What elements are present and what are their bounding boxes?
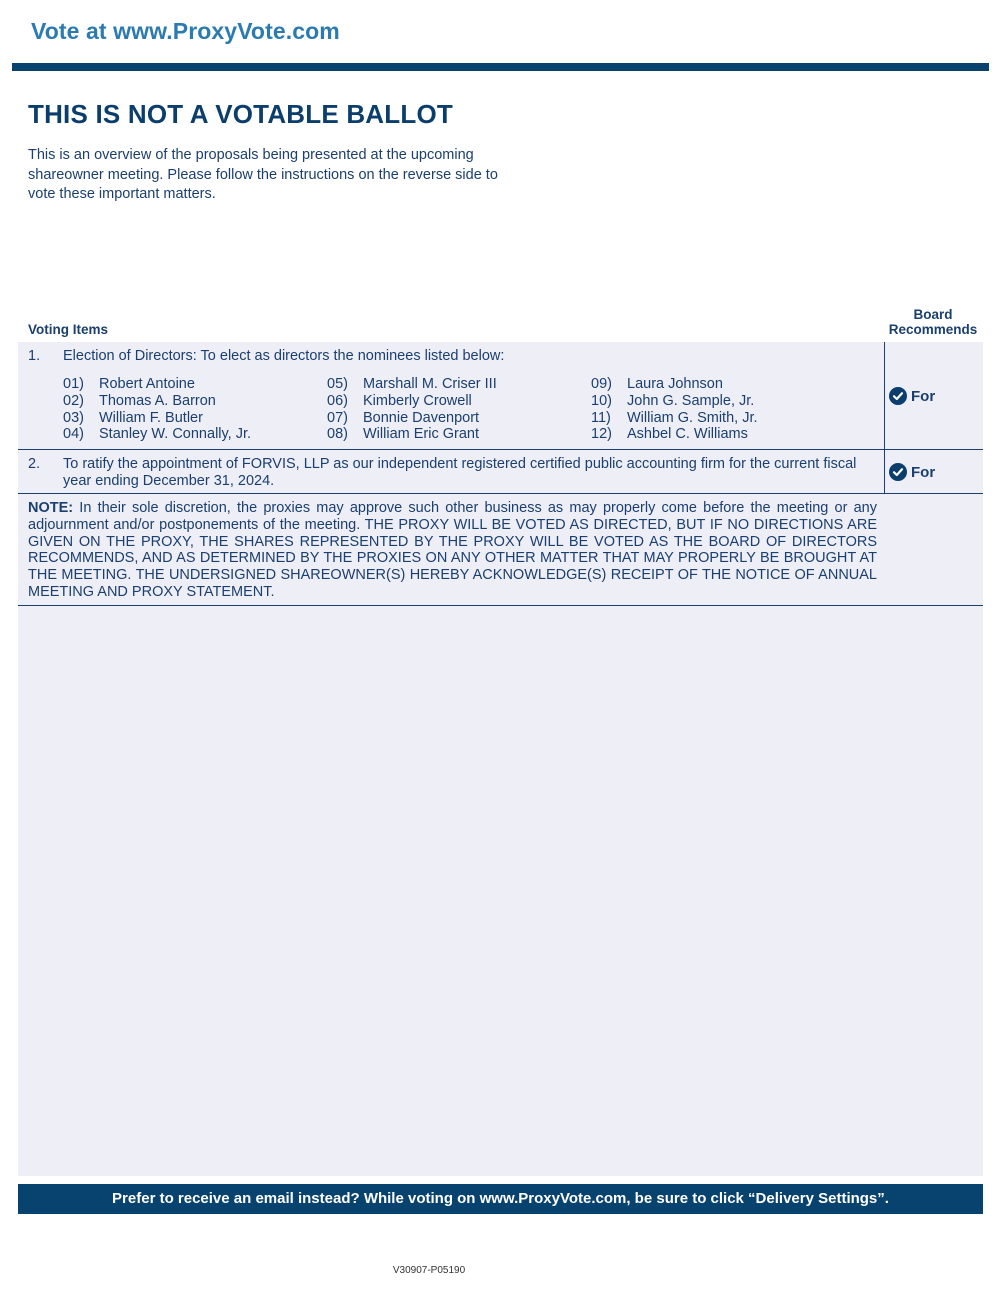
nominee-item (591, 393, 754, 409)
nominee-name: William F. Butler (99, 410, 203, 426)
nominee-number: 03) (63, 410, 84, 426)
item-2-text: To ratify the appointment of FORVIS, LLP as our independent registered certified public accounting firm for the current fiscal year ending December 31, 2024. (63, 456, 857, 489)
note-label: NOTE: (28, 500, 74, 516)
item-1-number: 1. (28, 348, 41, 364)
document-code: V30907-P05190 (392, 1265, 466, 1276)
email-delivery-banner: Prefer to receive an email instead? While voting on www.ProxyVote.com, be sure to click “Delivery Settings”. (18, 1184, 983, 1214)
item-1-recommendation (889, 387, 935, 405)
nominee-name: Marshall M. Criser III (363, 376, 497, 392)
nominee-name: Laura Johnson (627, 376, 723, 392)
nominee-number: 04) (63, 426, 84, 442)
empty-panel (18, 606, 983, 1176)
nominee-item (591, 426, 748, 442)
check-circle-icon (889, 463, 907, 481)
nominee-item (591, 376, 723, 392)
nominee-name: Stanley W. Connally, Jr. (99, 426, 252, 442)
item-1-text: Election of Directors: To elect as directors the nominees listed below: (63, 348, 505, 364)
nominee-number: 02) (63, 393, 84, 409)
nominee-number: 07) (327, 410, 348, 426)
recommendation-label: For (911, 387, 936, 405)
voting-items-header: Voting Items (28, 322, 109, 337)
nominee-item (63, 410, 203, 426)
nominee-number: 10) (591, 393, 612, 409)
note-paragraph (28, 500, 877, 601)
item-2-number: 2. (28, 456, 41, 472)
nominee-item (63, 426, 251, 442)
item-2-recommendation (889, 463, 935, 481)
nominee-item (591, 410, 758, 426)
nominee-number: 11) (591, 410, 611, 426)
nominee-name: William Eric Grant (363, 426, 480, 442)
header-rule (12, 63, 989, 71)
nominee-number: 05) (327, 376, 348, 392)
board-header-line1: Board (913, 307, 953, 322)
nominee-name: Robert Antoine (99, 376, 195, 392)
nominee-item (327, 410, 479, 426)
nominee-item (327, 376, 497, 392)
nominee-number: 06) (327, 393, 348, 409)
board-recommends-header (884, 307, 982, 337)
nominee-name: John G. Sample, Jr. (627, 393, 755, 409)
note-text: In their sole discretion, the proxies may approve such other business as may properly come before the meeting or any adjournment and/or postponements of the meeting. THE PROXY WILL BE VOTED AS DIRECTED, BUT IF NO DIRECTIONS ARE GIVEN ON THE PROXY, THE SHARES REPRESENTED BY THE PROXY WILL BE VOTED AS THE BOARD OF DIRECTORS RECOMMENDS, AND AS DETERMINED BY THE PROXIES ON ANY OTHER MATTER THAT MAY PROPERLY BE BROUGHT AT THE MEETING. THE UNDERSIGNED SHAREOWNER(S) HEREBY ACKNOWLEDGE(S) RECEIPT OF THE NOTICE OF ANNUAL MEETING AND PROXY STATEMENT. (28, 500, 877, 600)
nominee-name: Kimberly Crowell (363, 393, 472, 409)
recommendation-label: For (911, 463, 936, 481)
nominee-number: 09) (591, 376, 612, 392)
nominee-number: 12) (591, 426, 612, 442)
nominee-item (327, 393, 472, 409)
check-circle-icon (889, 387, 907, 405)
nominee-item (63, 376, 195, 392)
column-divider (884, 342, 885, 450)
nominee-item (63, 393, 216, 409)
nominee-number: 01) (63, 376, 84, 392)
nominee-number: 08) (327, 426, 348, 442)
notice-text: This is an overview of the proposals being presented at the upcoming shareowner meeting. Please follow the instructions on the reverse side to vote these important matters. (28, 147, 498, 202)
nominee-name: Ashbel C. Williams (627, 426, 748, 442)
site-title: Vote at www.ProxyVote.com (31, 18, 340, 44)
nominee-name: Bonnie Davenport (363, 410, 480, 426)
column-divider (884, 450, 885, 494)
nominee-name: William G. Smith, Jr. (627, 410, 758, 426)
nominee-item (327, 426, 479, 442)
board-header-line2: Recommends (888, 322, 978, 337)
nominee-name: Thomas A. Barron (99, 393, 216, 409)
notice-heading: THIS IS NOT A VOTABLE BALLOT (28, 99, 453, 129)
